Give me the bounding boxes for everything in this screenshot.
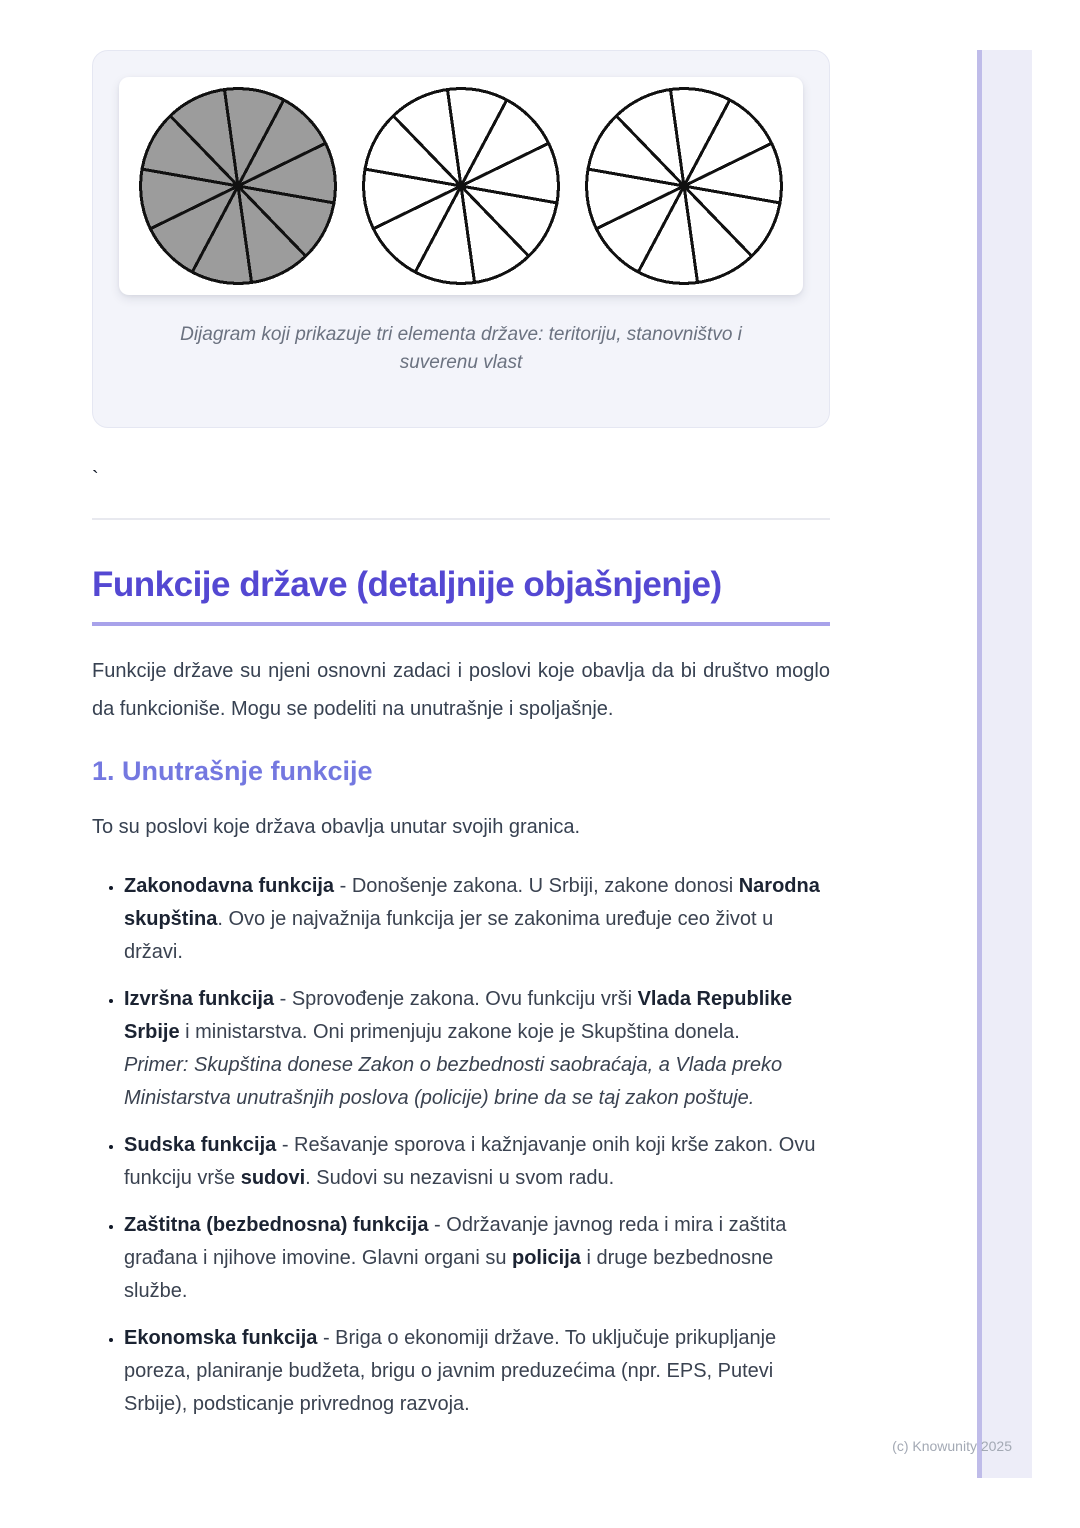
figure-caption: Dijagram koji prikazuje tri elementa države: teritoriju, stanovništvo i suverenu vlast: [180, 324, 742, 373]
functions-list: [92, 870, 830, 1421]
document-page: [92, 50, 830, 1435]
stray-backtick-text: `: [92, 468, 99, 490]
list-item: [124, 1209, 830, 1308]
list-item-text: . Sudovi su nezavisni u svom radu.: [305, 1167, 615, 1189]
state-elements-diagram: [119, 77, 803, 295]
list-item-text: Zaštitna (bezbednosna) funkcija: [124, 1214, 429, 1236]
list-item-text: policija: [512, 1247, 581, 1269]
list-item-text: . Ovo je najvažnija funkcija jer se zakonima uređuje ceo život u državi.: [124, 908, 774, 963]
subsection-title: 1. Unutrašnje funkcije: [92, 756, 373, 786]
list-item-text: Zakonodavna funkcija: [124, 875, 335, 897]
list-item: [124, 1322, 830, 1421]
list-item-text: i druge bezbednosne službe.: [124, 1247, 774, 1302]
wheel-diagram: [583, 85, 785, 287]
list-item-text: Ekonomska funkcija: [124, 1327, 318, 1349]
list-item-text: Narodna skupština: [124, 875, 820, 930]
list-item-text: Vlada Republike Srbije: [124, 988, 793, 1043]
list-item: [124, 983, 830, 1115]
list-item-text: - Održavanje javnog reda i mira i zaštita građana i njihove imovine. Glavni organi su: [124, 1214, 787, 1269]
list-item-text: - Rešavanje sporova i kažnjavanje onih koji krše zakon. Ovu funkciju vrše: [124, 1134, 816, 1189]
section-divider: [92, 518, 830, 520]
list-item-text: - Donošenje zakona. U Srbiji, zakone donosi: [334, 875, 739, 897]
list-item: [124, 870, 830, 969]
list-item-text: - Briga o ekonomiji države. To uključuje prikupljanje poreza, planiranje budžeta, brigu o javnim preduzećima (npr. EPS, Putevi Srbije), podsticanje privrednog razvoja.: [124, 1327, 777, 1415]
list-item: [124, 1129, 830, 1195]
wheel-diagram: [137, 85, 339, 287]
page-title: Funkcije države (detaljnije objašnjenje): [92, 564, 830, 626]
next-page-edge[interactable]: [977, 50, 1032, 1478]
list-item-text: Primer: Skupština donese Zakon o bezbednosti saobraćaja, a Vlada preko Ministarstva unutrašnjih poslova (policije) brine da se taj zakon poštuje.: [124, 1054, 783, 1109]
list-item-text: Sudska funkcija: [124, 1134, 277, 1156]
subsection-intro: To su poslovi koje država obavlja unutar svojih granica.: [92, 816, 581, 838]
list-item-text: - Sprovođenje zakona. Ovu funkciju vrši: [274, 988, 638, 1010]
list-item-text: sudovi: [240, 1167, 306, 1189]
list-item-text: i ministarstva. Oni primenjuju zakone koje je Skupština donela.: [179, 1021, 740, 1043]
list-item-text: Izvršna funkcija: [124, 988, 275, 1010]
wheel-diagram: [360, 85, 562, 287]
intro-paragraph: Funkcije države su njeni osnovni zadaci i poslovi koje obavlja da bi društvo moglo da funkcioniše. Mogu se podeliti na unutrašnje i spoljašnje.: [92, 660, 830, 720]
figure-card: [92, 50, 830, 428]
copyright-credit: (c) Knowunity 2025: [892, 1438, 1012, 1454]
